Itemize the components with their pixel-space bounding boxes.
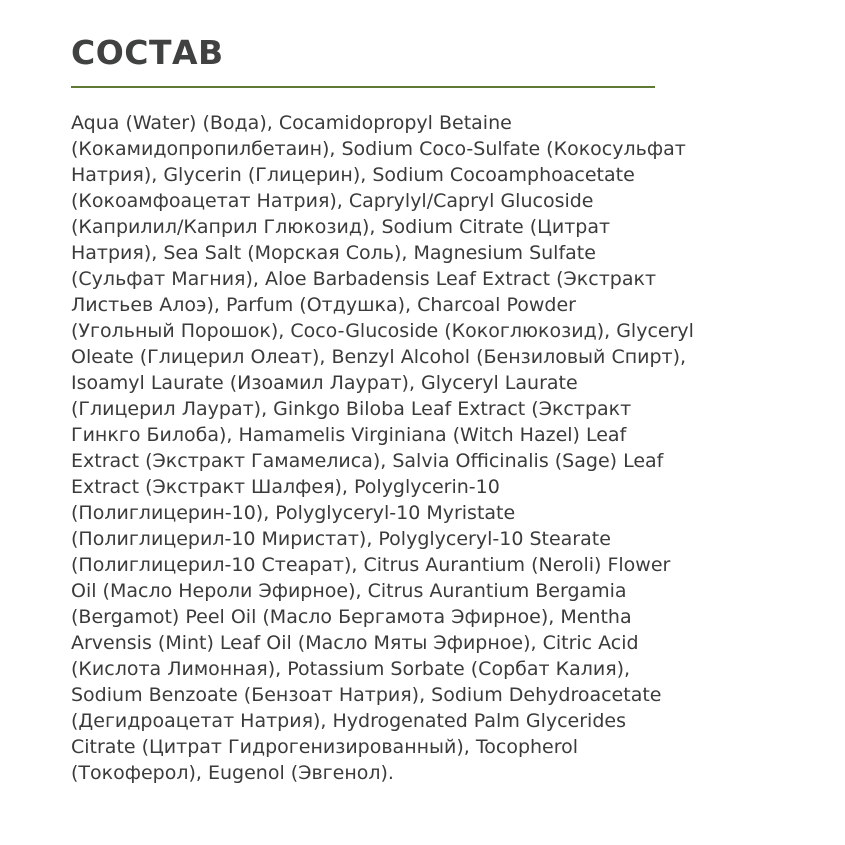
ingredients-line: (Bergamot) Peel Oil (Масло Бергамота Эфирное), Mentha [71,606,632,628]
ingredients-line: Sodium Benzoate (Бензоат Натрия), Sodium Dehydroacetate [71,684,662,706]
ingredients-line: Гинкго Билоба), Hamamelis Virginiana (Witch Hazel) Leaf [71,424,627,446]
ingredients-line: (Дегидроацетат Натрия), Hydrogenated Palm Glycerides [71,710,626,732]
ingredients-line: Extract (Экстракт Шалфея), Polyglycerin-10 [71,476,500,498]
ingredients-line: (Токоферол), Eugenol (Эвгенол). [71,762,394,784]
ingredients-line: (Полиглицерин-10), Polyglyceryl-10 Myristate [71,502,516,524]
ingredients-line: (Кокамидопропилбетаин), Sodium Coco-Sulfate (Кокосульфат [71,138,686,160]
ingredients-line: Натрия), Glycerin (Глицерин), Sodium Cocoamphoacetate [71,164,635,186]
ingredients-line: Листьев Алоэ), Parfum (Отдушка), Charcoal Powder [71,294,576,316]
ingredients-line: (Кислота Лимонная), Potassium Sorbate (Сорбат Калия), [71,658,631,680]
title-divider [71,86,655,88]
ingredients-line: Arvensis (Mint) Leaf Oil (Масло Мяты Эфирное), Citric Acid [71,632,639,654]
ingredients-line: (Угольный Порошок), Coco-Glucoside (Кокоглюкозид), Glyceryl [71,320,694,342]
ingredients-line: (Полиглицерил-10 Миристат), Polyglyceryl-10 Stearate [71,528,611,550]
ingredients-line: (Глицерил Лаурат), Ginkgo Biloba Leaf Extract (Экстракт [71,398,632,420]
ingredients-line: Extract (Экстракт Гамамелиса), Salvia Officinalis (Sage) Leaf [71,450,664,472]
ingredients-line: (Кокоамфоацетат Натрия), Caprylyl/Capryl Glucoside [71,190,594,212]
ingredients-line: (Сульфат Магния), Aloe Barbadensis Leaf Extract (Экстракт [71,268,657,290]
ingredients-text [71,110,821,786]
section-title: СОСТАВ [71,33,224,72]
ingredients-line: Aqua (Water) (Вода), Cocamidopropyl Betaine [71,112,512,134]
ingredients-line: Oleate (Глицерил Олеат), Benzyl Alcohol (Бензиловый Спирт), [71,346,687,368]
ingredients-line: (Полиглицерил-10 Стеарат), Citrus Aurantium (Neroli) Flower [71,554,671,576]
ingredients-line: Натрия), Sea Salt (Морская Соль), Magnesium Sulfate [71,242,596,264]
ingredients-line: Citrate (Цитрат Гидрогенизированный), Tocopherol [71,736,579,758]
ingredients-line: Oil (Масло Нероли Эфирное), Citrus Aurantium Bergamia [71,580,627,602]
ingredients-line: Isoamyl Laurate (Изоамил Лаурат), Glyceryl Laurate [71,372,578,394]
ingredients-line: (Каприлил/Каприл Глюкозид), Sodium Citrate (Цитрат [71,216,611,238]
